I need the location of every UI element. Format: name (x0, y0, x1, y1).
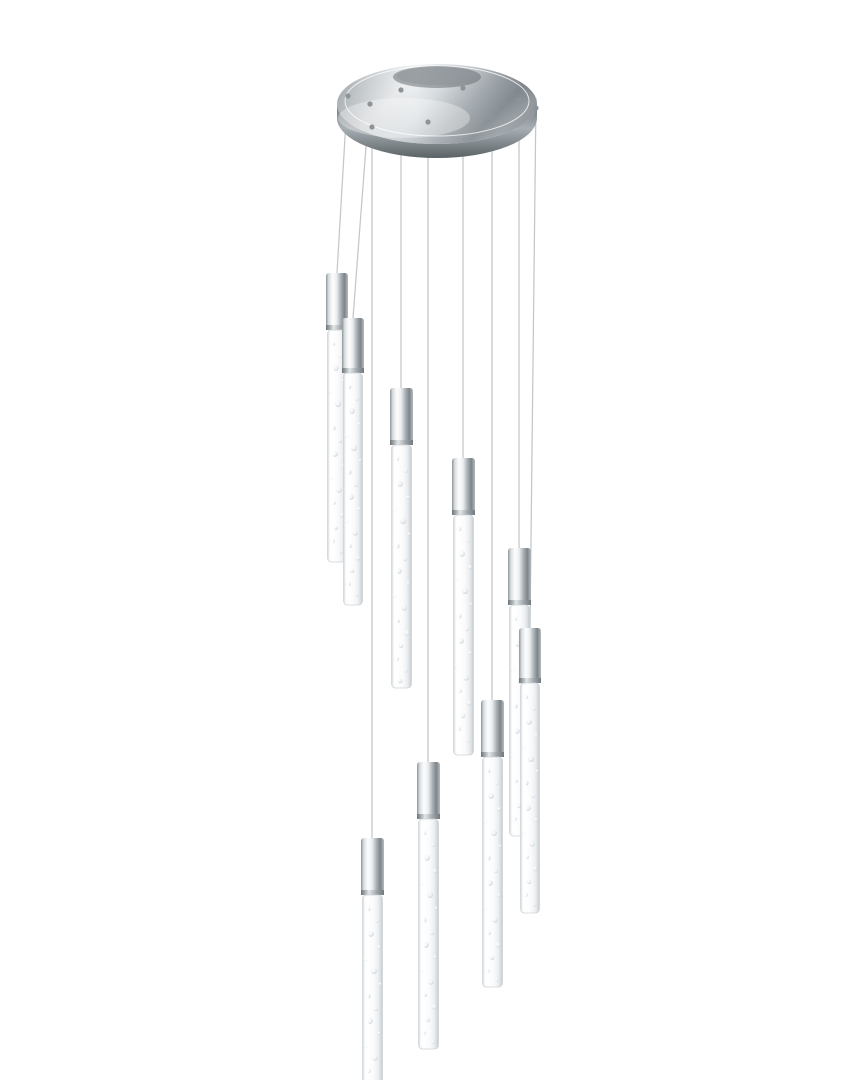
chrome-canopy (337, 64, 539, 158)
pendant-9 (361, 838, 384, 1080)
pendant-2 (342, 318, 364, 605)
pendant-8 (417, 762, 440, 1049)
pendant-4 (452, 458, 475, 755)
pendant-6 (519, 628, 541, 913)
pendant-7 (481, 700, 504, 987)
pendant-3 (390, 388, 413, 688)
